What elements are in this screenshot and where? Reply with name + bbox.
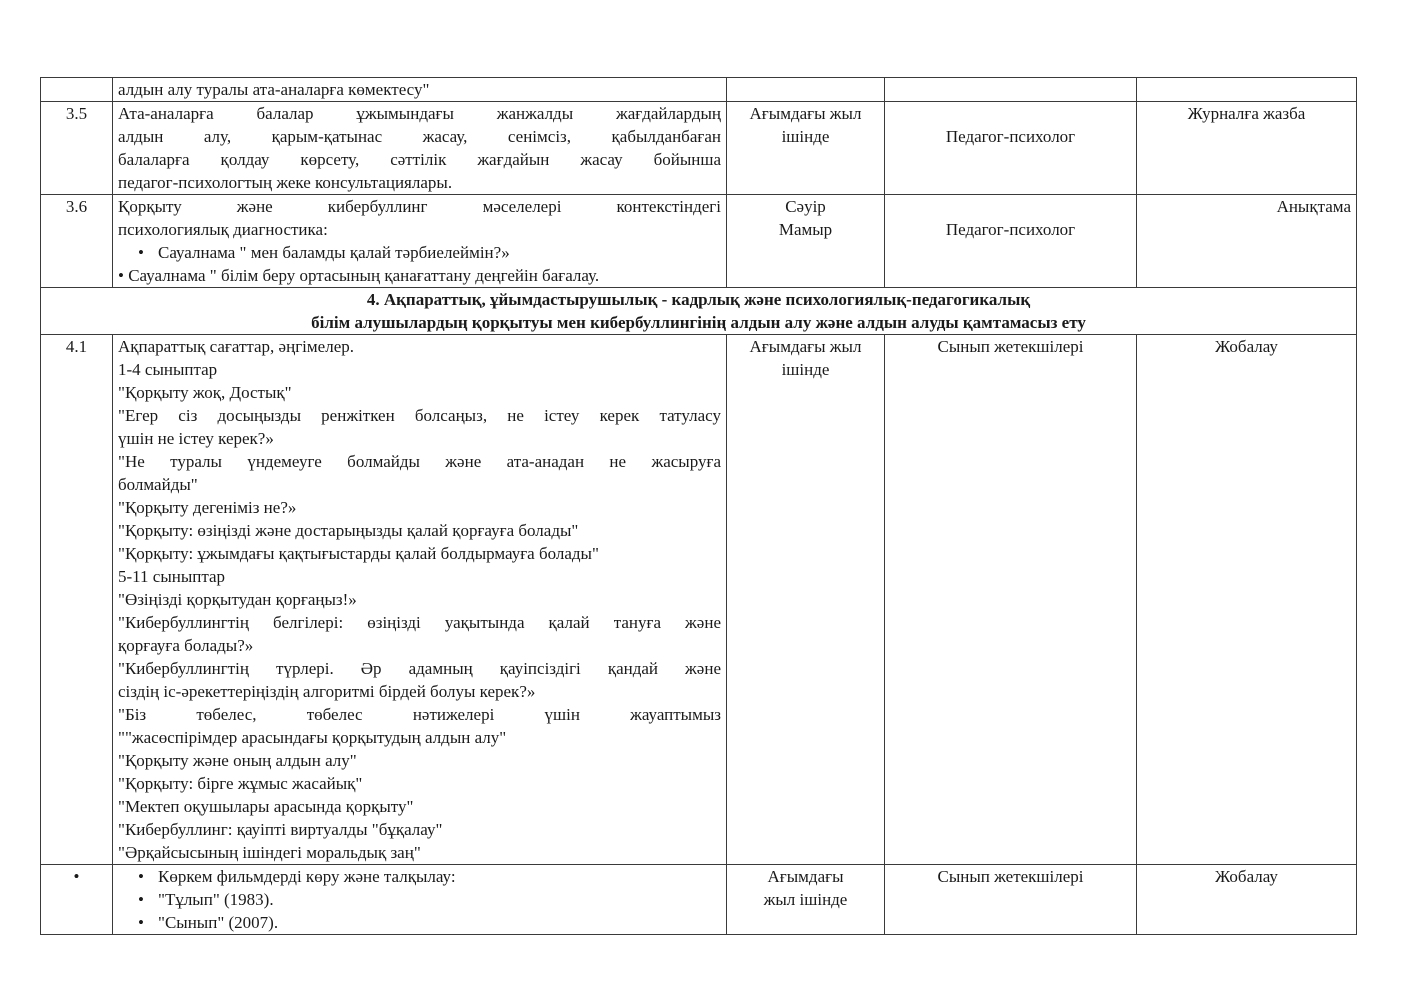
table-row	[41, 335, 1357, 865]
row-time	[727, 78, 885, 102]
text-line: "Мектеп оқушылары арасында қорқыту"	[118, 797, 414, 816]
text-line: "Қорқыту: ұжымдағы қақтығыстарды қалай болдырмауға болады"	[118, 544, 599, 563]
text-line: "Қорқыту және оның алдын алу"	[118, 751, 357, 770]
section-header-row	[41, 288, 1357, 335]
row-time: Ағымдағы жыл ішінде	[727, 102, 885, 195]
row-text	[113, 195, 727, 288]
row-text	[113, 865, 727, 935]
row-number: 3.6	[41, 195, 113, 288]
table-row	[41, 78, 1357, 102]
text-line: "Қорқыту: бірге жұмыс жасайық"	[118, 774, 363, 793]
row-responsible: Сынып жетекшілері	[885, 865, 1137, 935]
text-line: балаларға қолдау көрсету, сәттілік жағдайын жасау бойынша	[118, 150, 721, 169]
text-line: қорғауға болады?»	[118, 636, 254, 655]
text-line: психологиялық диагностика:	[118, 220, 328, 239]
row-time: Ағымдағы жыл ішінде	[727, 865, 885, 935]
text-line: "Өзіңізді қорқытудан қорғаңыз!»	[118, 590, 357, 609]
text-line: алдын алу, қарым-қатынас жасау, сенімсіз, қабылданбаған	[118, 127, 721, 146]
text-line: "Кибербуллинг: қауіпті виртуалды "бұқалау"	[118, 820, 443, 839]
row-text	[113, 335, 727, 865]
list-item: • Сауалнама " мен баламды қалай тәрбиелеймін?»	[118, 241, 721, 264]
text-line: педагог-психологтың жеке консультациялары.	[118, 173, 453, 192]
row-number	[41, 78, 113, 102]
row-number: •	[41, 865, 113, 935]
row-responsible: Сынып жетекшілері	[885, 335, 1137, 865]
text-line: 5-11 сыныптар	[118, 567, 226, 586]
text-line: "Қорқыту: өзіңізді және достарыңызды қалай қорғауға болады"	[118, 521, 579, 540]
row-responsible	[885, 78, 1137, 102]
row-responsible: Педагог-психолог	[885, 195, 1137, 288]
row-time: Ағымдағы жыл ішінде	[727, 335, 885, 865]
row-form	[1137, 78, 1357, 102]
table-row	[41, 195, 1357, 288]
text-line: "Кибербуллингтің түрлері. Әр адамның қауіпсіздігі қандай және	[118, 659, 721, 678]
row-text: алдын алу туралы ата-аналарға көмектесу"	[113, 78, 727, 102]
text-line: үшін не істеу керек?»	[118, 429, 274, 448]
row-text	[113, 102, 727, 195]
list-item: • Көркем фильмдерді көру және талқылау:	[118, 865, 721, 888]
text-line: "Егер сіз досыңызды ренжіткен болсаңыз, не істеу керек татуласу	[118, 406, 721, 425]
list-item: • "Тұлып" (1983).	[118, 888, 721, 911]
row-number: 3.5	[41, 102, 113, 195]
row-form: Жобалау	[1137, 865, 1357, 935]
row-time: Сәуір Мамыр	[727, 195, 885, 288]
text-line: Ата-аналарға балалар ұжымындағы жанжалды жағдайлардың	[118, 104, 721, 123]
text-line: • Сауалнама " білім беру ортасының қанағаттану деңгейін бағалау.	[118, 266, 600, 285]
text-line: "Кибербуллингтің белгілері: өзіңізді уақытында қалай тануға және	[118, 613, 721, 632]
text-line: ""жасөспірімдер арасындағы қорқытудың алдын алу"	[118, 728, 507, 747]
text-line: "Не туралы үндемеуге болмайды және ата-анадан не жасыруға	[118, 452, 721, 471]
text-line: сіздің іс-әрекеттеріңіздің алгоритмі бірдей болуы керек?»	[118, 682, 536, 701]
plan-table	[40, 77, 1357, 935]
text-line: "Біз төбелес, төбелес нәтижелері үшін жауаптымыз	[118, 705, 721, 724]
text-line: 1-4 сыныптар	[118, 360, 218, 379]
text-line: "Қорқыту жоқ, Достық"	[118, 383, 292, 402]
row-number: 4.1	[41, 335, 113, 865]
text-line: Қорқыту және кибербуллинг мәселелері контекстіндегі	[118, 197, 721, 216]
text-line: Ақпараттық сағаттар, әңгімелер.	[118, 337, 354, 356]
text-line: болмайды"	[118, 475, 198, 494]
row-form: Журналға жазба	[1137, 102, 1357, 195]
table-row	[41, 865, 1357, 935]
row-form: Жобалау	[1137, 335, 1357, 865]
text-line: "Қорқыту дегеніміз не?»	[118, 498, 297, 517]
row-form: Анықтама	[1137, 195, 1357, 288]
table-row	[41, 102, 1357, 195]
section-title: 4. Ақпараттық, ұйымдастырушылық - кадрлық және психологиялық-педагогикалық білім алушылардың қорқытуы мен кибербуллингінің алдын алу және алдын алуды қамтамасыз ету	[41, 288, 1357, 335]
row-responsible: Педагог-психолог	[885, 102, 1137, 195]
list-item: • "Сынып" (2007).	[118, 911, 721, 934]
text-line: "Әрқайсысының ішіндегі моральдық заң"	[118, 843, 421, 862]
